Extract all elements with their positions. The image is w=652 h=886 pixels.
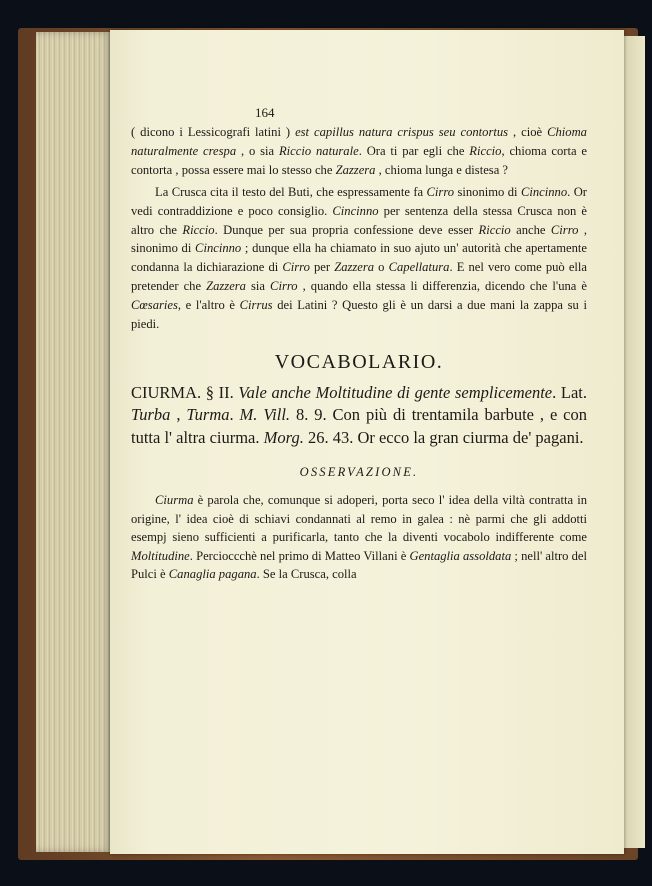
observation-heading: OSSERVAZIONE.	[299, 465, 419, 480]
page-edges	[36, 32, 114, 852]
paragraph-1: ( dicono i Lessicografi latini ) est capillus natura crispus seu contortus , cioè Chioma naturalmente crespa , o sia Riccio naturale. Ora ti par egli che Riccio, chioma corta e contorta , possa essere mai lo stesso che Zazzera , chioma lunga e distesa ?	[131, 125, 588, 177]
page-text	[131, 103, 587, 584]
paragraph-2: La Crusca cita il testo del Buti, che espressamente fa Cirro sinonimo di Cincinno. Or vedi contraddizione e poco consiglio. Cincinno per sentenza della stessa Crusca non è altro che Riccio. Dunque per sua propria confessione deve esser Riccio anche Cirro , sinonimo di Cincinno ; dunque ella ha chiamato in suo ajuto un' autorità che apertamente condanna la dichiarazione di Cirro per Zazzera o Capellatura. E nel vero come può ella pretender che Zazzera sia Cirro , quando ella stessa li differenzia, dicendo che l'una è Cœsaries, e l'altro è Cirrus dei Latini ? Questo gli è un darsi a due mani la zappa su i piedi.	[131, 184, 588, 332]
paragraph-3: Ciurma è parola che, comunque si adoperi, porta seco l' idea della viltà contratta in origine, l' idea cioè di schiavi condannati al remo in galea : nè parmi che gli addotti esempj sieno sufficienti a purificarla, tanto che la diventi vocabolo indifferente come Moltitudine. Percioccchè nel primo di Matteo Villani è Gentaglia assoldata ; nell' altro del Pulci è Canaglia pagana. Se la Crusca, colla	[131, 493, 587, 582]
page-number: 164	[255, 105, 275, 120]
dictionary-entry: CIURMA. § II. Vale anche Moltitudine di gente semplicemente. Lat. Turba , Turma. M. Vill. 8. 9. Con più di trentamila barbute , e con tutta l' altra ciurma. Morg. 26. 43. Or ecco la gran ciurma de' pagani.	[131, 382, 587, 447]
section-heading: VOCABOLARIO.	[274, 350, 444, 373]
facing-page-edge	[622, 36, 645, 848]
